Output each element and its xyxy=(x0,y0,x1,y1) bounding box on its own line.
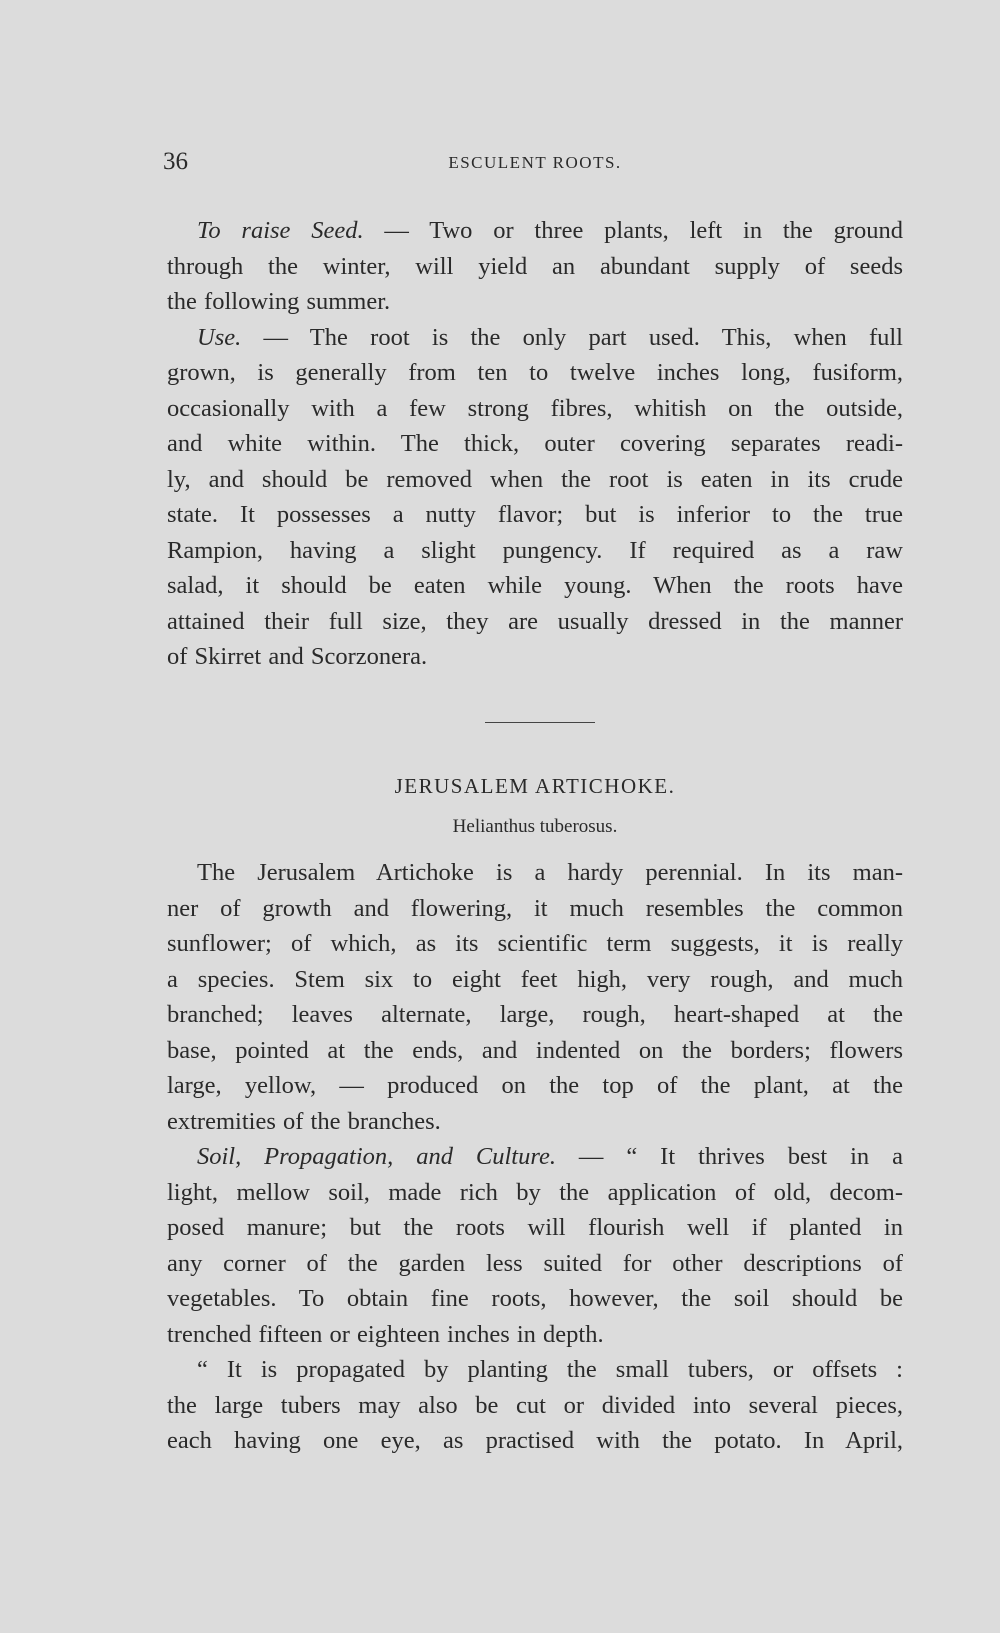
section-subtitle: Helianthus tuberosus. xyxy=(452,816,618,837)
text-line: branched; leaves alternate, large, rough, heart-shaped at the xyxy=(167,1001,903,1028)
text-line: the large tubers may also be cut or divided into several pieces, xyxy=(167,1391,903,1419)
text-line: To raise Seed. — Two or three plants, left in the ground xyxy=(197,217,903,244)
text-line: ly, and should be removed when the root is eaten in its crude xyxy=(167,465,903,493)
paragraph-lead: Soil, Propagation, and Culture. xyxy=(197,1143,556,1170)
paragraph-lead: Use. xyxy=(197,323,242,351)
text-line: occasionally with a few strong fibres, whitish on the outside, xyxy=(167,394,903,422)
text-line: extremities of the branches. xyxy=(167,1107,441,1135)
text-line: attained their full size, they are usually dressed in the manner xyxy=(167,607,903,635)
text-line: Rampion, having a slight pungency. If required as a raw xyxy=(167,536,903,564)
text-line: any corner of the garden less suited for other descriptions of xyxy=(167,1249,903,1277)
text-line: of Skirret and Scorzonera. xyxy=(167,643,428,670)
text-line: through the winter, will yield an abundant supply of seeds xyxy=(167,252,903,280)
paragraph-lead: To raise Seed. xyxy=(197,217,364,244)
text-line: vegetables. To obtain fine roots, however, the soil should be xyxy=(167,1285,903,1312)
text-line: Soil, Propagation, and Culture. — “ It thrives best in a xyxy=(197,1143,903,1170)
text-line: ner of growth and flowering, it much resembles the common xyxy=(167,894,903,922)
text-line: grown, is generally from ten to twelve inches long, fusiform, xyxy=(167,359,903,386)
text-line: large, yellow, — produced on the top of the plant, at the xyxy=(167,1072,903,1099)
text-line: light, mellow soil, made rich by the application of old, decom- xyxy=(167,1178,903,1206)
text-line: salad, it should be eaten while young. When the roots have xyxy=(167,572,903,599)
text-line: sunflower; of which, as its scientific term suggests, it is really xyxy=(167,930,903,957)
text-line: Use. — The root is the only part used. This, when full xyxy=(197,323,903,351)
text-line: each having one eye, as practised with the potato. In April, xyxy=(167,1427,903,1454)
page-number: 36 xyxy=(163,148,188,175)
text-line: “ It is propagated by planting the small tubers, or offsets : xyxy=(197,1356,903,1383)
section-title: JERUSALEM ARTICHOKE. xyxy=(394,774,676,798)
text-line: state. It possesses a nutty flavor; but is inferior to the true xyxy=(167,501,903,528)
text-line: and white within. The thick, outer covering separates readi- xyxy=(167,430,903,457)
section-divider xyxy=(485,722,595,723)
text-line: The Jerusalem Artichoke is a hardy perennial. In its man- xyxy=(197,859,903,886)
text-line: the following summer. xyxy=(167,288,391,315)
text-line: a species. Stem six to eight feet high, very rough, and much xyxy=(167,965,903,993)
text-line: trenched fifteen or eighteen inches in depth. xyxy=(167,1320,604,1348)
text-line: base, pointed at the ends, and indented on the borders; flowers xyxy=(167,1036,903,1064)
text-line: posed manure; but the roots will flourish well if planted in xyxy=(167,1214,903,1241)
running-head: ESCULENT ROOTS. xyxy=(448,153,622,172)
